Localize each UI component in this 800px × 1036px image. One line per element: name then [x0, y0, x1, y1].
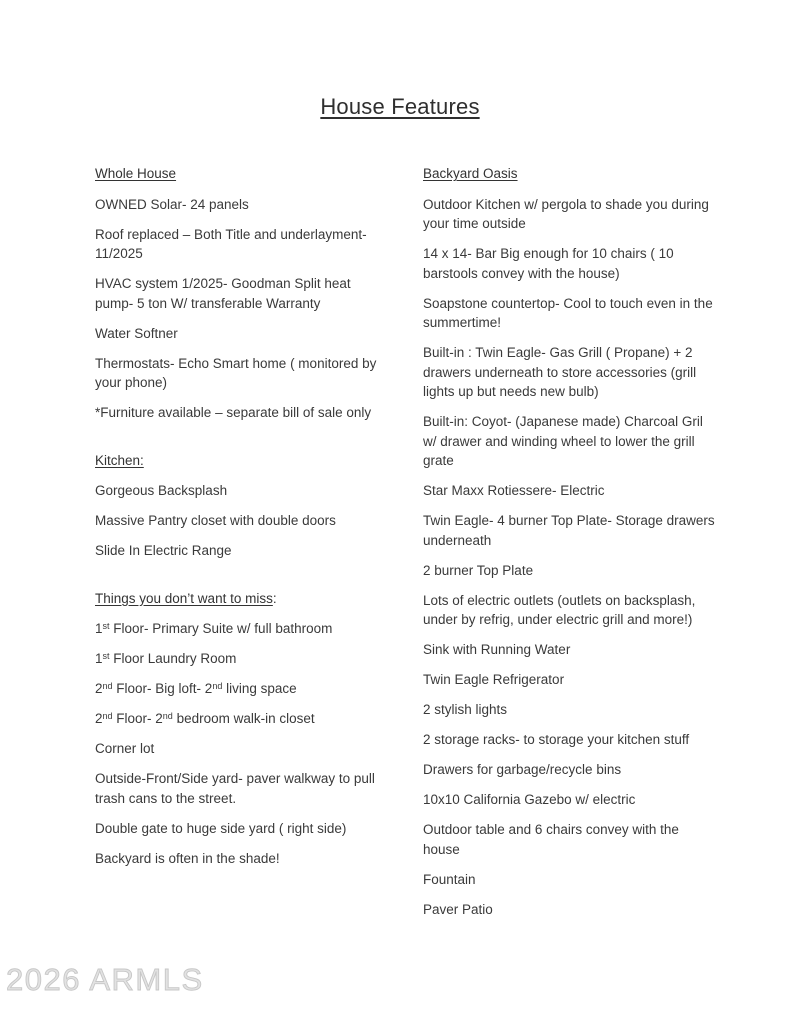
list-item: Outdoor Kitchen w/ pergola to shade you during your time outside [423, 196, 709, 231]
list-item: Paver Patio [423, 901, 493, 917]
list-item: 2 stylish lights [423, 702, 508, 717]
list-item: Thermostats- Echo Smart home ( monitored by your phone) [95, 355, 377, 390]
superscript: nd [162, 711, 173, 721]
section-heading-text: Things you don’t want to miss [95, 590, 273, 606]
list-item: OWNED Solar- 24 panels [95, 196, 249, 212]
list-item: 14 x 14- Bar Big enough for 10 chairs ( 10 barstools convey with the house) [423, 246, 674, 281]
section-heading [423, 164, 715, 184]
list-item: 2nd Floor- Big loft- 2nd living space [95, 681, 297, 696]
superscript: st [102, 621, 110, 631]
section-heading-text: Kitchen: [95, 452, 144, 468]
columns [0, 164, 800, 930]
list-item: Corner lot [95, 741, 155, 756]
section-heading-text: Backyard Oasis [423, 166, 518, 181]
list-item: Roof replaced – Both Title and underlayment- 11/2025 [95, 226, 367, 261]
list-item: Double gate to huge side yard ( right side) [95, 820, 347, 836]
list-item: Slide In Electric Range [95, 543, 232, 558]
section-heading [95, 164, 378, 184]
superscript: nd [102, 681, 113, 691]
list-item: Built-in : Twin Eagle- Gas Grill ( Propane) + 2 drawers underneath to store accessories (grill lights up but needs new bulb) [423, 345, 697, 399]
list-item: Sink with Running Water [423, 642, 571, 657]
superscript: nd [102, 711, 113, 721]
list-item: Twin Eagle- 4 burner Top Plate- Storage drawers underneath [423, 513, 715, 548]
list-item: 1st Floor- Primary Suite w/ full bathroom [95, 621, 333, 636]
column-left [95, 164, 378, 930]
section-heading [95, 451, 378, 471]
column-right [423, 164, 715, 930]
section-heading: Things you don’t want to miss: [95, 590, 277, 606]
list-item: 1st Floor Laundry Room [95, 651, 237, 666]
section [95, 451, 378, 561]
list-item: Outside-Front/Side yard- paver walkway to pull trash cans to the street. [95, 771, 375, 806]
list-item: HVAC system 1/2025- Goodman Split heat pump- 5 ton W/ transferable Warranty [95, 276, 351, 311]
list-item: Built-in: Coyot- (Japanese made) Charcoal Gril w/ drawer and winding wheel to lower the grill grate [423, 414, 703, 468]
list-item: Outdoor table and 6 chairs convey with the house [423, 822, 679, 857]
page-title-text: House Features [320, 94, 480, 119]
section [423, 164, 715, 919]
list-item: Drawers for garbage/recycle bins [423, 762, 622, 777]
list-item: Twin Eagle Refrigerator [423, 672, 565, 687]
list-item: 2 storage racks- to storage your kitchen stuff [423, 732, 690, 747]
list-item: *Furniture available – separate bill of sale only [95, 405, 372, 420]
section-heading-text: Whole House [95, 166, 177, 181]
superscript: nd [212, 681, 223, 691]
list-item: Massive Pantry closet with double doors [95, 513, 336, 528]
watermark: 2026 ARMLS [6, 962, 204, 997]
list-item: Water Softner [95, 325, 178, 341]
superscript: st [102, 651, 110, 661]
list-item: Gorgeous Backsplash [95, 483, 228, 498]
list-item: Soapstone countertop- Cool to touch even in the summertime! [423, 295, 713, 330]
list-item: Lots of electric outlets (outlets on backsplash, under by refrig, under electric grill and more!) [423, 592, 696, 627]
list-item: Backyard is often in the shade! [95, 850, 280, 866]
list-item: 2 burner Top Plate [423, 562, 534, 578]
page-title [0, 0, 800, 120]
list-item: Fountain [423, 871, 476, 887]
section [95, 164, 378, 423]
list-item: 10x10 California Gazebo w/ electric [423, 792, 636, 807]
list-item: Star Maxx Rotiessere- Electric [423, 483, 605, 498]
section [95, 589, 378, 869]
list-item: 2nd Floor- 2nd bedroom walk-in closet [95, 711, 315, 726]
